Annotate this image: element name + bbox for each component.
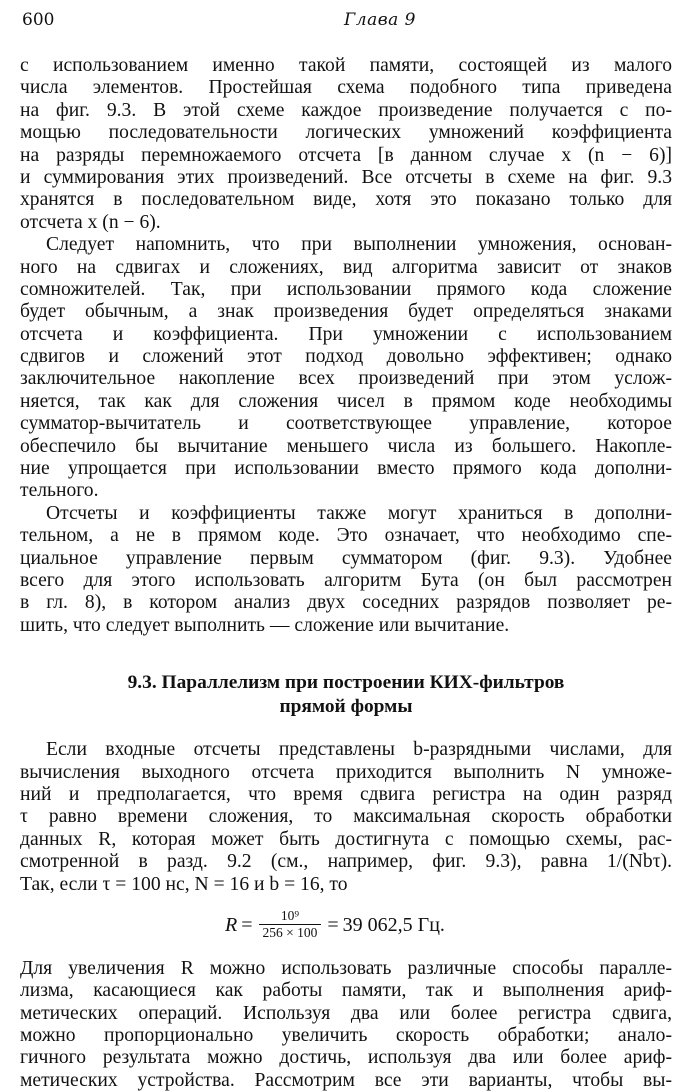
text-line: смотренной в разд. 9.2 (см., например, фиг. 9.3), равна 1/(Nbτ).	[20, 851, 672, 873]
text-line: няется, так как для сложения чисел в прямом коде необходимы	[20, 390, 672, 412]
formula-numerator: 10⁹	[280, 908, 300, 924]
text-line: данных R, которая может быть достигнута с помощью схемы, рас-	[20, 828, 672, 850]
text-line: ного на сдвигах и сложениях, вид алгоритма зависит от знаков	[20, 256, 672, 278]
formula-lhs: R	[225, 913, 238, 936]
formula-equals: =	[327, 913, 339, 936]
text-line: Следует напомнить, что при выполнении умножения, основан-	[46, 234, 672, 256]
text-line: и суммирования этих произведений. Все отсчеты в схеме на фиг. 9.3	[20, 166, 672, 188]
text-line: сумматор-вычитатель и соответствующее управление, которое	[20, 413, 672, 435]
text-line: сомножителей. Так, при использовании прямого кода сложение	[20, 278, 672, 300]
text-line: обеспечило бы вычитание меньшего числа из большего. Накопле-	[20, 435, 672, 457]
paragraph-twos-complement	[20, 503, 672, 637]
text-line: Так, если τ = 100 нс, N = 16 и b = 16, то	[20, 873, 348, 895]
paragraph-parallelism	[20, 958, 672, 1092]
text-line: Если входные отсчеты представлены b-разрядными числами, для	[46, 739, 672, 761]
page-number: 600	[22, 10, 55, 30]
text-line: будет обычным, а знак произведения будет определяться знаками	[20, 301, 672, 323]
text-line: ние упрощается при использовании вместо прямого кода дополни-	[20, 458, 672, 480]
text-line: заключительное накопление всех произведений при этом услож-	[20, 368, 672, 390]
text-line: отсчета и коэффициента. При умножении с использованием	[20, 323, 672, 345]
formula-fraction	[259, 908, 322, 941]
text-line: в гл. 8), в котором анализ двух соседних разрядов позволяет ре-	[20, 592, 672, 614]
text-line: метических устройства. Рассмотрим все эти варианты, чтобы вы-	[20, 1069, 672, 1091]
paragraph-memory	[20, 55, 672, 234]
text-line: числа элементов. Простейшая схема подобного типа приведена	[20, 77, 672, 99]
text-line: циальное управление первым сумматором (фиг. 9.3). Удобнее	[20, 547, 672, 569]
paragraph-sign-multiplication	[20, 234, 672, 503]
text-line: ний и предполагается, что время сдвига регистра на один разряд	[20, 783, 672, 805]
text-line: сдвигов и сложений этот подход довольно эффективен; однако	[20, 346, 672, 368]
text-line: хранятся в последовательном виде, хотя это показано только для	[20, 189, 672, 211]
page-body	[20, 55, 672, 1092]
text-line: Для увеличения R можно использовать различные способы паралле-	[20, 957, 672, 979]
text-line: вычисления выходного отсчета приходится выполнить N умноже-	[20, 761, 672, 783]
text-line: гичного результата можно достичь, используя два или более ариф-	[20, 1047, 672, 1069]
running-head: Глава 9	[344, 10, 416, 30]
text-line: можно пропорционально увеличить скорость обработки; анало-	[20, 1025, 672, 1047]
text-line: шить, что следует выполнить — сложение или вычитание.	[20, 614, 510, 636]
text-line: метических операций. Используя два или более регистра сдвига,	[20, 1002, 672, 1024]
text-line: на разряды перемножаемого отсчета [в данном случае x (n − 6)]	[20, 144, 672, 166]
formula-denominator: 256 × 100	[262, 925, 318, 941]
rate-formula	[20, 902, 672, 948]
page-header	[22, 10, 666, 34]
text-line: мощью последовательности логических умножений коэффициента	[20, 122, 672, 144]
text-line: на фиг. 9.3. В этой схеме каждое произведение получается с по-	[20, 99, 672, 121]
text-line: тельном, а не в прямом коде. Это означает, что необходимо спе-	[20, 525, 672, 547]
section-heading-line: прямой формы	[279, 696, 413, 718]
text-line: с использованием именно такой памяти, состоящей из малого	[20, 55, 672, 76]
formula-result: 39 062,5 Гц.	[342, 913, 445, 936]
text-line: лизма, касающиеся как работы памяти, так и выполнения ариф-	[20, 980, 672, 1002]
text-line: всего для этого использовать алгоритм Бута (он был рассмотрен	[20, 569, 672, 591]
formula-equals: =	[241, 913, 253, 936]
text-line: τ равно времени сложения, то максимальная скорость обработки	[20, 806, 672, 828]
paragraph-processing-rate	[20, 739, 672, 896]
text-line: отсчета x (n − 6).	[20, 211, 161, 233]
section-heading-line: 9.3. Параллелизм при построении КИХ-фильтров	[127, 672, 565, 694]
text-line: тельного.	[20, 480, 99, 502]
section-heading	[20, 671, 672, 719]
text-line: Отсчеты и коэффициенты также могут храниться в дополни-	[46, 502, 672, 524]
